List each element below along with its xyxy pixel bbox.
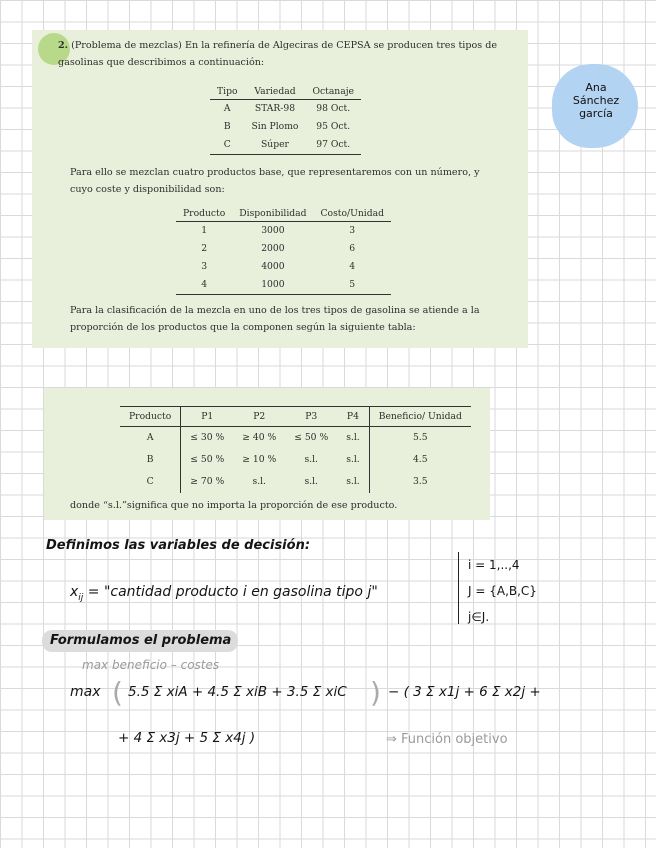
cell: 3.5	[369, 471, 471, 493]
classification-text: Para la clasificación de la mezcla en uno de los tres tipos de gasolina se atiende a la proporción de los productos que la componen según la siguiente tabla:	[70, 305, 480, 333]
footnote: donde “s.l.”significa que no importa la proporción de ese producto.	[70, 500, 398, 511]
cell: ≥ 40 %	[242, 432, 277, 443]
t1-header: Octanaje	[305, 84, 361, 100]
table-row	[120, 449, 471, 471]
t1-header: Tipo	[210, 84, 244, 100]
author-badge	[552, 64, 638, 148]
cell: C	[120, 471, 181, 493]
cell: ≤ 50 %	[294, 432, 329, 443]
cell: 2	[201, 243, 208, 254]
author-name-line: Sánchez	[572, 94, 620, 107]
cell: ≤ 30 %	[190, 432, 225, 443]
cell: 3000	[261, 225, 285, 236]
table-row	[120, 471, 471, 493]
cell: s.l.	[304, 454, 318, 465]
cell: B	[120, 449, 181, 471]
t3-header: Beneficio/ Unidad	[369, 407, 471, 427]
cell: ≥ 70 %	[190, 476, 225, 487]
cell: C	[210, 136, 244, 155]
variable-definition-text: = "cantidad producto i en gasolina tipo j"	[87, 584, 378, 600]
cell: 3	[201, 261, 208, 272]
variable-symbol: x	[70, 584, 79, 600]
variable-definition	[70, 584, 378, 603]
cell: A	[223, 103, 231, 114]
cell: 1000	[232, 276, 313, 295]
cell: 5	[314, 276, 391, 295]
t3-header: P1	[181, 407, 233, 427]
cell: 98 Oct.	[316, 103, 351, 114]
cell: 95 Oct.	[316, 121, 351, 132]
cell: s.l.	[346, 454, 360, 465]
open-paren: (	[112, 676, 123, 709]
close-paren: )	[370, 676, 381, 709]
cell: 2000	[261, 243, 285, 254]
cell: s.l.	[252, 476, 266, 487]
cell: 1	[201, 225, 208, 236]
cell: B	[223, 121, 231, 132]
t3-header: P4	[337, 407, 369, 427]
table-row	[210, 136, 361, 155]
t3-header: P3	[285, 407, 337, 427]
cell: 97 Oct.	[305, 136, 361, 155]
cell: 3	[349, 225, 356, 236]
problem-intro-text: (Problema de mezclas) En la refinería de Algeciras de CEPSA se producen tres tipos de gasolinas que describimos a continuación:	[58, 40, 498, 68]
table-row	[176, 276, 391, 295]
cell: 4	[349, 261, 356, 272]
problem-intro	[58, 37, 498, 71]
table-row	[176, 258, 391, 276]
cell: s.l.	[346, 476, 360, 487]
table-row	[210, 100, 361, 119]
objective-cost-terms: − ( 3 Σ x1j + 6 Σ x2j +	[388, 684, 541, 700]
cell: 4000	[261, 261, 285, 272]
t3-header: Producto	[120, 407, 181, 427]
table-row	[176, 222, 391, 241]
cell: s.l.	[304, 476, 318, 487]
heading-variables: Definimos las variables de decisión:	[46, 538, 311, 553]
objective-benefit-terms: 5.5 Σ xiA + 4.5 Σ xiB + 3.5 Σ xiC	[128, 684, 347, 700]
t2-header: Producto	[176, 206, 232, 222]
t1-header: Variedad	[244, 84, 305, 100]
cell: ≥ 10 %	[242, 454, 277, 465]
problem-number: 2.	[58, 40, 69, 51]
objective-cost-terms-cont: + 4 Σ x3j + 5 Σ x4j )	[118, 730, 256, 746]
condition-brace	[458, 552, 467, 624]
condition-i: i = 1,..,4	[468, 558, 520, 572]
gasoline-types-table	[210, 84, 361, 155]
cell: Súper	[244, 136, 305, 155]
objective-label: ⇒ Función objetivo	[386, 732, 508, 747]
author-name-line: Ana	[585, 81, 607, 94]
cell: 6	[349, 243, 356, 254]
t2-header: Disponibilidad	[232, 206, 313, 222]
author-name-line: garcía	[579, 107, 613, 120]
table-row	[120, 427, 471, 450]
cell: 4	[176, 276, 232, 295]
variable-subscript: ij	[78, 592, 84, 603]
cell: s.l.	[346, 432, 360, 443]
condition-j-member: j∈J.	[468, 610, 490, 624]
objective-subnote: max beneficio – costes	[82, 658, 220, 672]
classification-table	[120, 406, 471, 493]
t2-header: Costo/Unidad	[314, 206, 391, 222]
cell: A	[120, 427, 181, 450]
base-products-text: Para ello se mezclan cuatro productos base, que representaremos con un número, y cuyo coste y disponibilidad son:	[70, 167, 480, 195]
cell: 4.5	[369, 449, 471, 471]
condition-j-set: J = {A,B,C}	[468, 584, 537, 598]
cell: 5.5	[369, 427, 471, 450]
heading-formulate: Formulamos el problema	[50, 633, 232, 648]
cell: STAR-98	[254, 103, 296, 114]
base-products-table	[176, 206, 391, 295]
cell: ≤ 50 %	[190, 454, 225, 465]
t3-header: P2	[233, 407, 285, 427]
max-label: max	[70, 684, 101, 700]
table-row	[210, 118, 361, 136]
cell: Sin Plomo	[251, 121, 299, 132]
table-row	[176, 240, 391, 258]
